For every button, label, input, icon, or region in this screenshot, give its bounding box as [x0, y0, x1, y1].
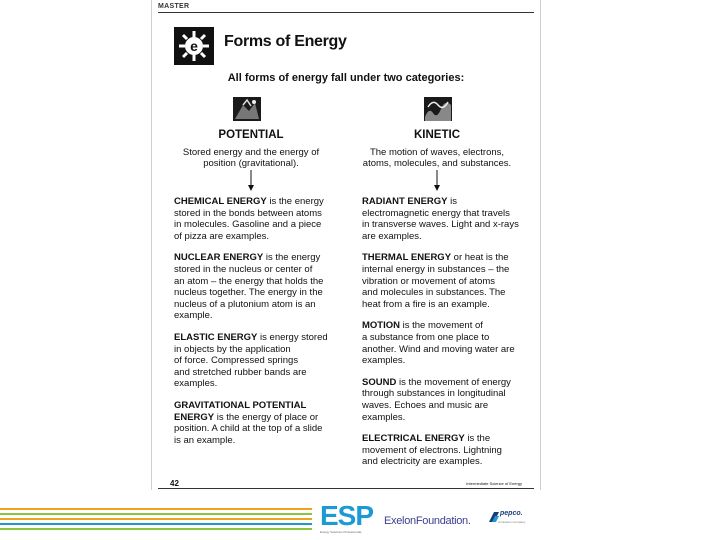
potential-description	[166, 147, 336, 169]
item-text: are examples.	[362, 230, 422, 242]
kinetic-heading: KINETIC	[414, 129, 460, 141]
top-rule	[158, 12, 534, 13]
energy-item	[362, 252, 522, 310]
item-text: an atom – the energy that holds the	[174, 275, 324, 287]
item-text: of pizza are examples.	[174, 230, 270, 242]
kinetic-desc-line: The motion of waves, electrons,	[369, 147, 505, 158]
item-text: of force. Compressed springs	[174, 355, 299, 367]
item-text: in transverse waves. Light and x-rays	[362, 219, 519, 231]
item-text: and electricity are examples.	[362, 456, 483, 468]
item-text: movement of electrons. Lightning	[362, 444, 502, 456]
item-text: internal energy in substances – the	[362, 263, 510, 275]
header-label: MASTER	[158, 3, 190, 10]
item-text: is energy stored	[257, 331, 328, 343]
bottom-rule	[158, 488, 534, 489]
item-text: nucleus together. The energy in the	[174, 287, 323, 299]
energy-term: ELASTIC ENERGY	[174, 331, 258, 343]
item-text: through substances in longitudinal	[362, 388, 506, 400]
item-text: heat from a fire is an example.	[362, 298, 490, 310]
potential-heading: POTENTIAL	[218, 129, 284, 141]
energy-item	[174, 252, 334, 322]
subtitle: All forms of energy fall under two categories:	[227, 72, 465, 84]
footer-source: Intermediate Science of Energy	[466, 481, 522, 486]
energy-term: CHEMICAL ENERGY	[174, 196, 267, 207]
logo-letter: e	[190, 38, 198, 54]
item-text: vibration or movement of atoms	[362, 275, 496, 287]
rock-icon	[233, 97, 261, 121]
energy-term: THERMAL ENERGY	[362, 252, 452, 264]
item-text: nucleus of a plutonium atom is an	[174, 298, 316, 310]
energy-item	[362, 433, 522, 468]
item-text: a substance from one place to	[362, 331, 490, 343]
item-text: example.	[174, 310, 213, 322]
energy-item	[174, 196, 334, 242]
potential-desc-line: position (gravitational).	[203, 158, 299, 169]
item-text: is the energy	[266, 196, 324, 207]
item-text: position. A child at the top of a slide	[174, 423, 323, 435]
item-text: is the energy	[263, 252, 321, 264]
item-text: stored in the bonds between atoms	[174, 207, 322, 219]
item-text: waves. Echoes and music are	[362, 399, 489, 411]
item-text: electromagnetic energy that travels	[362, 207, 510, 219]
potential-column	[174, 196, 334, 456]
item-text: stored in the nucleus or center of	[174, 263, 313, 275]
item-text: and molecules in substances. The	[362, 287, 506, 299]
item-text: is the movement of	[400, 320, 483, 332]
item-text: is the energy of place or	[214, 411, 319, 423]
pepco-mark-icon	[489, 509, 499, 519]
item-text: is the movement of energy	[396, 376, 511, 388]
energy-term: RADIANT ENERGY	[362, 196, 448, 207]
item-text: and stretched rubber bands are	[174, 366, 307, 378]
item-text: examples.	[362, 411, 406, 423]
item-text: is	[447, 196, 458, 207]
sun-gear-icon	[174, 27, 214, 65]
esp-logo: ESP	[320, 500, 374, 531]
energy-term: ELECTRICAL ENERGY	[362, 433, 465, 445]
document-page	[151, 0, 541, 490]
energy-term: MOTION	[362, 320, 400, 332]
energy-term: SOUND	[362, 376, 397, 388]
energy-term: GRAVITATIONAL POTENTIAL ENERGY	[174, 399, 307, 423]
item-text: or heat is the	[451, 252, 509, 264]
arrow-down-icon	[247, 170, 255, 192]
item-text: in objects by the application	[174, 343, 291, 355]
pepco-logo: pepco.	[500, 510, 523, 517]
energy-item	[174, 332, 334, 390]
energy-item	[362, 377, 522, 423]
item-text: is an example.	[174, 434, 236, 446]
item-text: in molecules. Gasoline and a piece	[174, 219, 322, 231]
exelon-foundation-logo: ExelonFoundation.	[384, 515, 471, 527]
wave-icon	[424, 97, 452, 121]
potential-desc-line: Stored energy and the energy of	[182, 147, 320, 158]
energy-item	[362, 196, 522, 242]
item-text: examples.	[174, 378, 218, 390]
energy-term: NUCLEAR ENERGY	[174, 252, 264, 264]
energy-item	[362, 320, 522, 366]
pepco-tagline: An Exelon Company	[498, 520, 526, 524]
esp-tagline: Energy Solutions Professionals	[320, 530, 362, 534]
energy-item	[174, 400, 334, 446]
kinetic-description	[352, 147, 522, 169]
item-text: is the	[464, 433, 491, 445]
item-text: another. Wind and moving water are	[362, 343, 515, 355]
kinetic-desc-line: atoms, molecules, and substances.	[362, 158, 512, 169]
page-number: 42	[170, 479, 179, 488]
page-title: Forms of Energy	[224, 33, 347, 50]
kinetic-column	[362, 196, 522, 478]
item-text: examples.	[362, 355, 406, 367]
arrow-down-icon	[433, 170, 441, 192]
